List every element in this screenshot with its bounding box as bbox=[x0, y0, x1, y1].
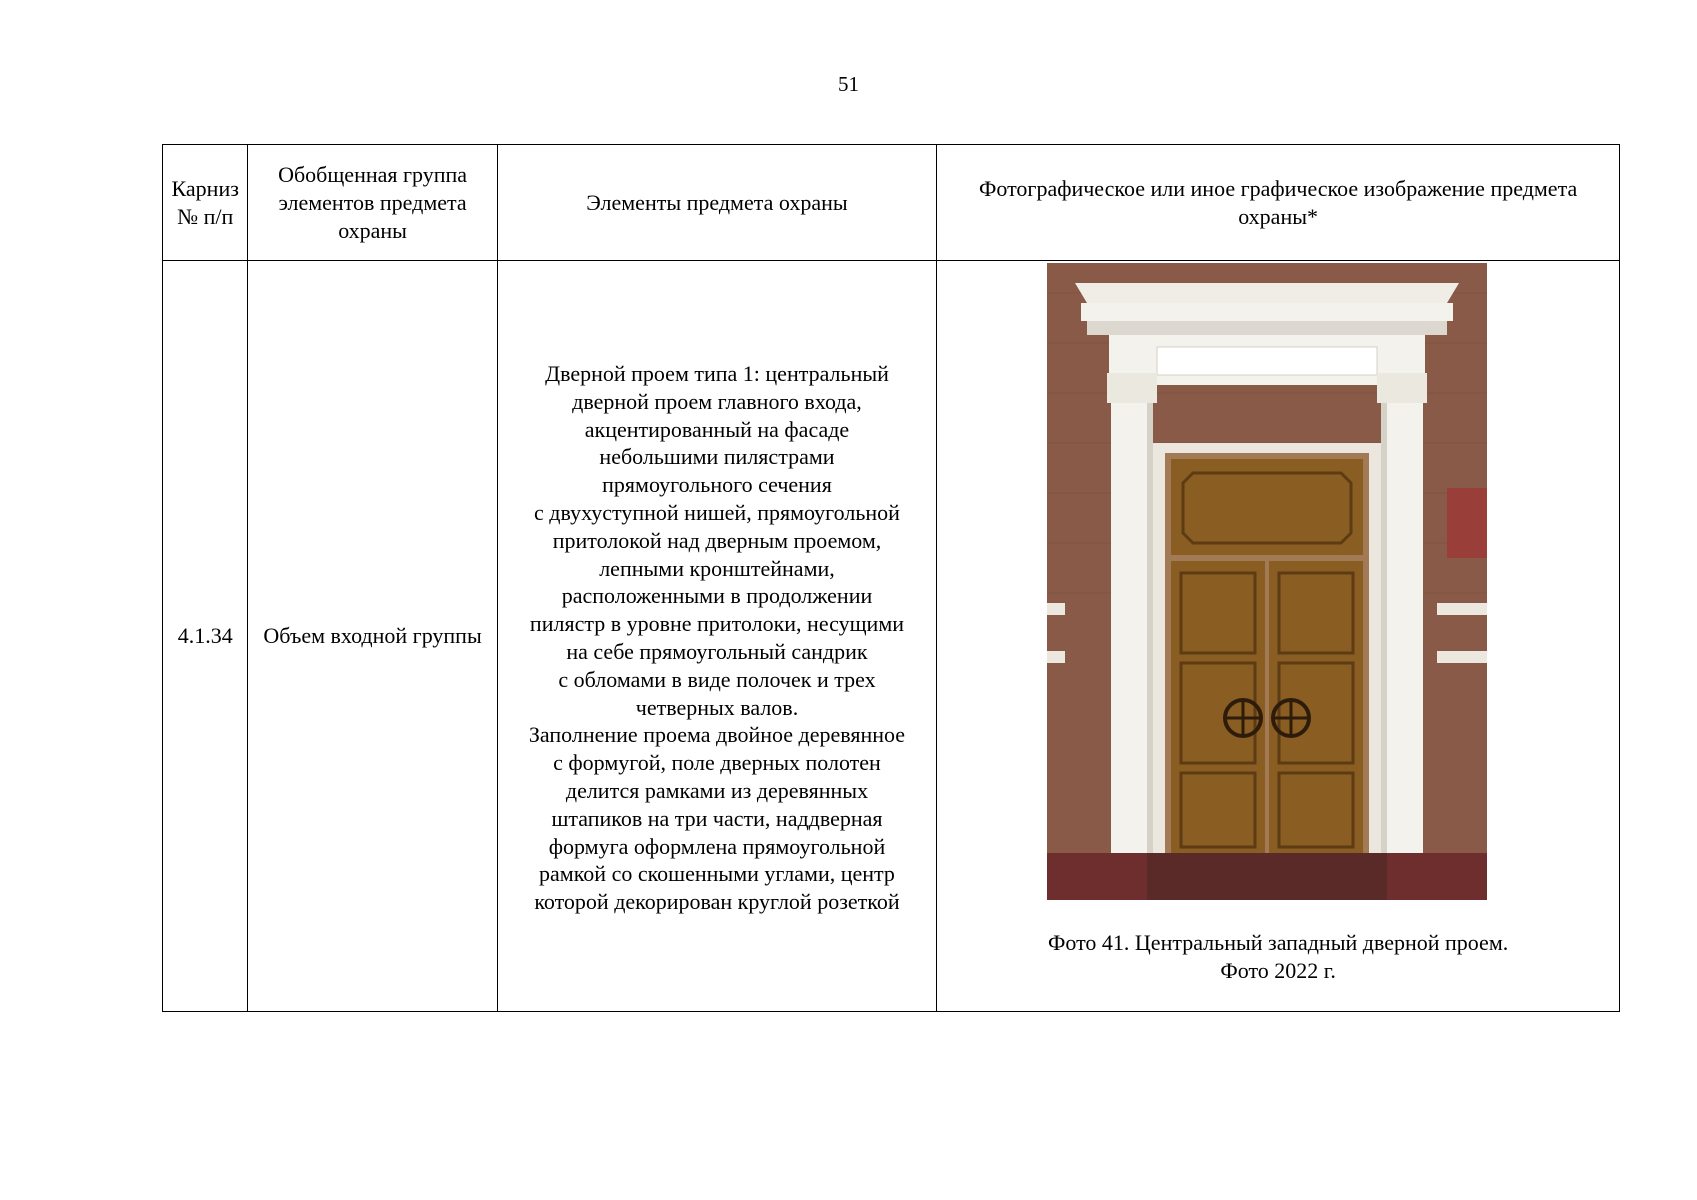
row-group: Объем входной группы bbox=[248, 261, 497, 1012]
protection-table bbox=[162, 144, 1620, 1012]
description-text: Дверной проем типа 1: центральный дверной проем главного входа, акцентированный на фасаде небольшими пилястрами прямоугольного сечения с двухуступной нишей, прямоугольной притолокой над дверным проемом, лепными кронштейнами, расположенными в продолжении пилястр в уровне притолоки, несущими на себе прямоугольный сандрик с обломами в виде полочек и трех четверных валов. Заполнение проема двойное деревянное с формугой, поле дверных полотен делится рамками из деревянных штапиков на три части, наддверная формуга оформлена прямоугольной рамкой со скошенными углами, центр которой декорирован круглой розеткой bbox=[528, 361, 906, 915]
header-image: Фотографическое или иное графическое изображение предмета охраны* bbox=[937, 145, 1620, 261]
header-elements: Элементы предмета охраны bbox=[497, 145, 937, 261]
page-number: 51 bbox=[838, 72, 859, 96]
door-photo bbox=[1047, 263, 1487, 900]
header-number: Карниз № п/п bbox=[163, 145, 248, 261]
row-description bbox=[497, 261, 937, 1012]
table-row bbox=[163, 261, 1620, 1012]
table-header-row bbox=[163, 145, 1620, 261]
header-group: Обобщенная группа элементов предмета охраны bbox=[248, 145, 497, 261]
photo-caption: Фото 41. Центральный западный дверной проем. Фото 2022 г. bbox=[1048, 930, 1509, 983]
row-number: 4.1.34 bbox=[163, 261, 248, 1012]
row-image-cell bbox=[937, 261, 1620, 1012]
